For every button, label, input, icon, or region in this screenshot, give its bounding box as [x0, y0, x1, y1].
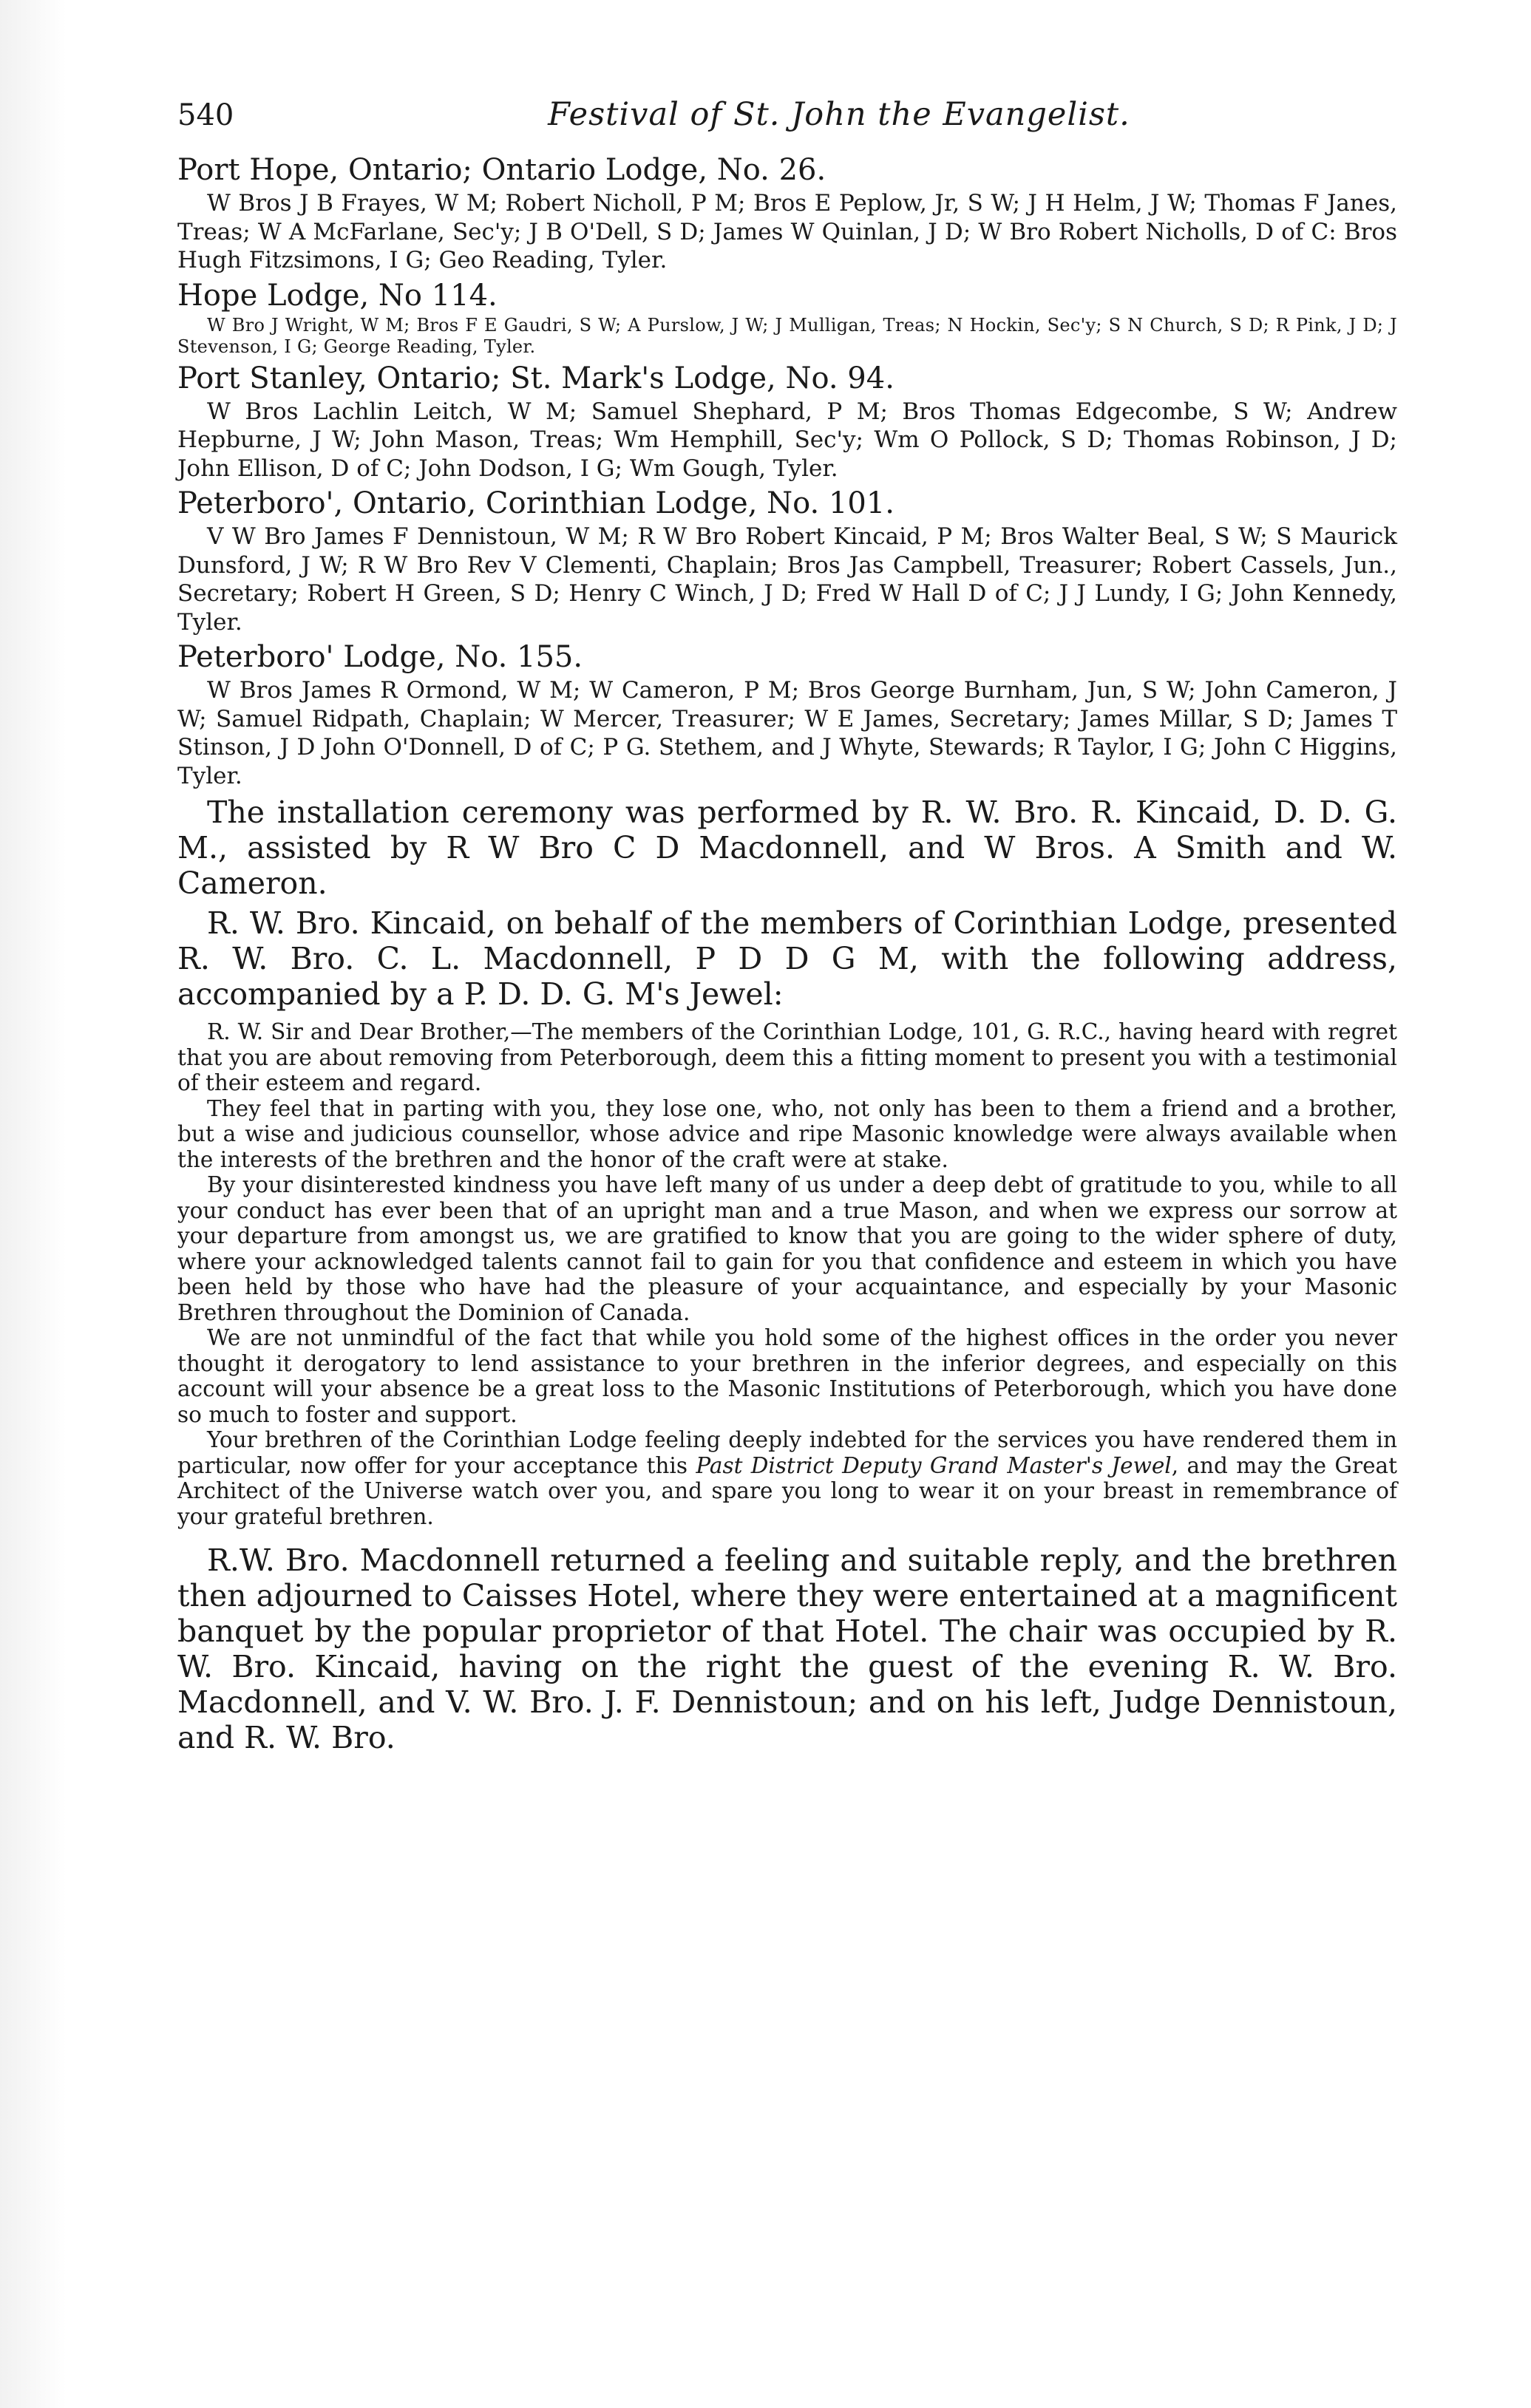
lodge-heading-st-marks-94: Port Stanley, Ontario; St. Mark's Lodge, No. 94.	[177, 361, 895, 395]
installation-paragraph: The installation ceremony was performed by R. W. Bro. R. Kincaid, D. D. G. M., assisted by R W Bro C D Macdonnell, and W Bros. A Smith and W. Cameron.	[177, 795, 1397, 901]
scan-margin	[0, 0, 67, 2408]
lodge-heading-hope-114: Hope Lodge, No 114.	[177, 278, 498, 313]
lodge-officers-hope-114: W Bro J Wright, W M; Bros F E Gaudri, S W; A Purslow, J W; J Mulligan, Treas; N Hockin, Sec'y; S N Church, S D; R Pink, J D; J Stevenson, I G; George Reading, Tyler.	[177, 314, 1397, 357]
address-paragraph-5	[177, 1427, 1397, 1529]
address-paragraph-4: We are not unmindful of the fact that while you hold some of the highest offices in the order you never thought it derogatory to lend assistance to your brethren in the inferior degrees, and especially on this account will your absence be a great loss to the Masonic Institutions of Peterborough, which you have done so much to foster and support.	[177, 1325, 1397, 1427]
running-head	[177, 96, 1397, 140]
address-paragraph-1: R. W. Sir and Dear Brother,—The members of the Corinthian Lodge, 101, G. R.C., having heard with regret that you are about removing from Peterborough, deem this a fitting moment to present you with a testimonial of their esteem and regard.	[177, 1019, 1397, 1095]
lodge-officers-ontario-26: W Bros J B Frayes, W M; Robert Nicholl, P M; Bros E Peplow, Jr, S W; J H Helm, J W; Thomas F Janes, Treas; W A McFarlane, Sec'y; J B O'Dell, S D; James W Quinlan, J D; W Bro Robert Nicholls, D of C: Bros Hugh Fitzsimons, I G; Geo Reading, Tyler.	[177, 190, 1397, 273]
lodge-heading-peterboro-155: Peterboro' Lodge, No. 155.	[177, 640, 583, 674]
page	[177, 96, 1397, 1755]
page-number: 540	[177, 98, 234, 132]
address-p5-end: , and may the Great Architect of the Universe watch over you, and spare you long to wear it on your breast in remembrance of your grateful brethren.	[177, 1452, 1397, 1529]
lodge-heading-corinthian-101: Peterboro', Ontario, Corinthian Lodge, No. 101.	[177, 486, 895, 520]
lodge-officers-st-marks-94: W Bros Lachlin Leitch, W M; Samuel Shephard, P M; Bros Thomas Edgecombe, S W; Andrew Hepburne, J W; John Mason, Treas; Wm Hemphill, Sec'y; Wm O Pollock, S D; Thomas Robinson, J D; John Ellison, D of C; John Dodson, I G; Wm Gough, Tyler.	[177, 398, 1397, 482]
address-p5-start: Your brethren of the Corinthian Lodge feeling deeply indebted for the services you have rendered them in particular, now offer for your acceptance this	[177, 1427, 1397, 1478]
jewel-title: Past District Deputy Grand Master's Jewel	[696, 1452, 1172, 1478]
address-paragraph-2: They feel that in parting with you, they lose one, who, not only has been to them a friend and a brother, but a wise and judicious counsellor, whose advice and ripe Masonic knowledge were always available when the interests of the brethren and the honor of the craft were at stake.	[177, 1095, 1397, 1172]
lodge-officers-corinthian-101: V W Bro James F Dennistoun, W M; R W Bro Robert Kincaid, P M; Bros Walter Beal, S W; S Maurick Dunsford, J W; R W Bro Rev V Clementi, Chaplain; Bros Jas Campbell, Treasurer; Robert Cassels, Jun., Secretary; Robert H Green, S D; Henry C Winch, J D; Fred W Hall D of C; J J Lundy, I G; John Kennedy, Tyler.	[177, 523, 1397, 636]
address-paragraph-3: By your disinterested kindness you have left many of us under a deep debt of gratitude to you, while to all your conduct has ever been that of an upright man and a true Mason, and when we express our sorrow at your departure from amongst us, we are gratified to know that you are going to the wider sphere of duty, where your acknowledged talents cannot fail to gain for you that confidence and esteem in which you have been held by those who have had the pleasure of your acquaintance, and especially by your Masonic Brethren throughout the Dominion of Canada.	[177, 1172, 1397, 1325]
presentation-paragraph: R. W. Bro. Kincaid, on behalf of the members of Corinthian Lodge, presented R. W. Bro. C. L. Macdonnell, P D D G M, with the following address, accompanied by a P. D. D. G. M's Jewel:	[177, 905, 1397, 1012]
running-title: Festival of St. John the Evangelist.	[548, 96, 1130, 133]
address-block	[177, 1019, 1397, 1529]
lodge-heading-ontario-26: Port Hope, Ontario; Ontario Lodge, No. 26.	[177, 153, 826, 187]
lodge-officers-peterboro-155: W Bros James R Ormond, W M; W Cameron, P M; Bros George Burnham, Jun, S W; John Cameron, J W; Samuel Ridpath, Chaplain; W Mercer, Treasurer; W E James, Secretary; James Millar, S D; James T Stinson, J D John O'Donnell, D of C; P G. Stethem, and J Whyte, Stewards; R Taylor, I G; John C Higgins, Tyler.	[177, 677, 1397, 789]
closing-paragraph: R.W. Bro. Macdonnell returned a feeling and suitable reply, and the brethren then adjourned to Caisses Hotel, where they were entertained at a magnificent banquet by the popular proprietor of that Hotel. The chair was occupied by R. W. Bro. Kincaid, having on the right the guest of the evening R. W. Bro. Macdonnell, and V. W. Bro. J. F. Dennistoun; and on his left, Judge Dennistoun, and R. W. Bro.	[177, 1543, 1397, 1755]
